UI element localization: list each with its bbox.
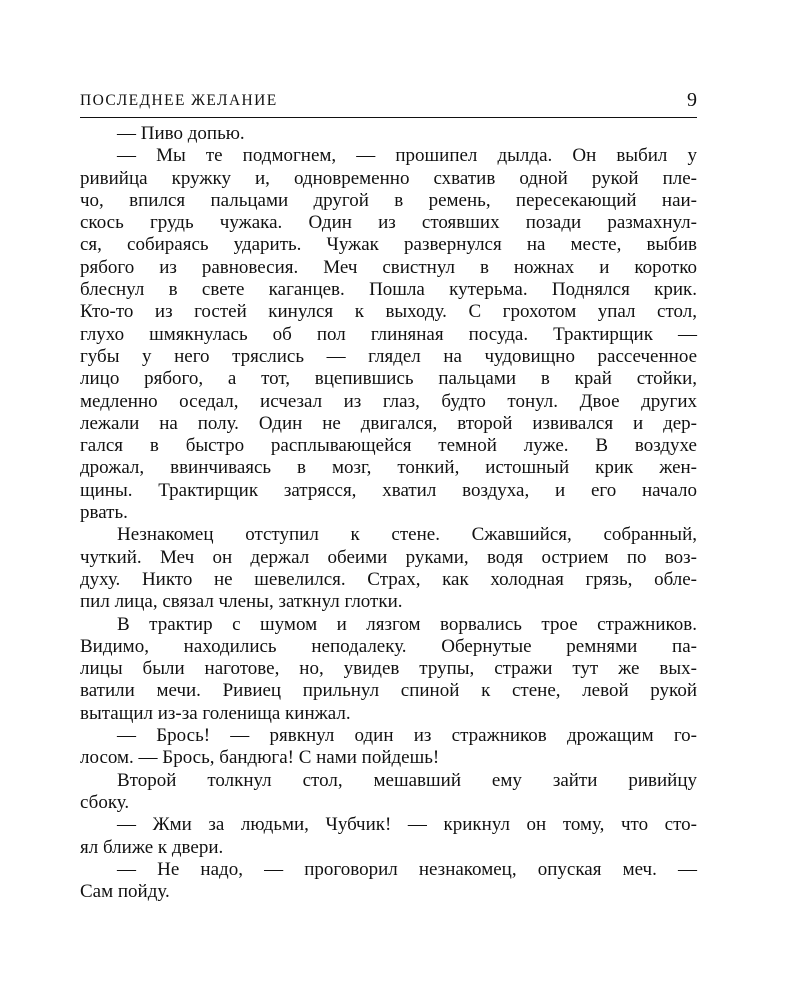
text-line: рвать. bbox=[80, 502, 128, 524]
text-line: рябого из равновесия. Меч свистнул в ножнах и коротко bbox=[80, 256, 697, 278]
text-line: Сам пойду. bbox=[80, 881, 170, 903]
page-number: 9 bbox=[687, 89, 697, 111]
text-line: лицы были наготове, но, увидев трупы, стражи тут же вых- bbox=[80, 658, 697, 680]
text-line: блеснул в свете каганцев. Пошла кутерьма. Поднялся крик. bbox=[80, 279, 697, 301]
body-text bbox=[80, 123, 697, 903]
text-line: ривийца кружку и, одновременно схватив одной рукой пле- bbox=[80, 167, 697, 189]
text-line: вытащил из-за голенища кинжал. bbox=[80, 702, 351, 724]
text-line: скось грудь чужака. Один из стоявших позади размахнул- bbox=[80, 212, 697, 234]
text-line: щины. Трактирщик затрясся, хватил воздуха, и его начало bbox=[80, 479, 697, 501]
text-line: Незнакомец отступил к стене. Сжавшийся, собранный, bbox=[117, 524, 697, 546]
text-line: ял ближе к двери. bbox=[80, 836, 224, 858]
text-line: — Мы те подмогнем, — прошипел дылда. Он выбил у bbox=[117, 145, 697, 167]
page-header bbox=[80, 90, 697, 118]
text-line: губы у него тряслись — глядел на чудовищно рассеченное bbox=[80, 345, 697, 367]
text-line: — Пиво допью. bbox=[117, 123, 245, 144]
text-line: дрожал, ввинчиваясь в мозг, тонкий, истошный крик жен- bbox=[80, 457, 697, 479]
text-line: ся, собираясь ударить. Чужак развернулся на месте, выбив bbox=[80, 234, 697, 256]
text-line: Видимо, находились неподалеку. Обернутые ремнями па- bbox=[80, 635, 697, 657]
text-line: чуткий. Меч он держал обеими руками, водя острием по воз- bbox=[80, 546, 697, 568]
text-line: — Жми за людьми, Чубчик! — крикнул он тому, что сто- bbox=[117, 814, 697, 836]
text-line: сбоку. bbox=[80, 791, 130, 813]
text-line: глухо шмякнулась об пол глиняная посуда. Трактирщик — bbox=[80, 323, 697, 345]
text-line: — Брось! — рявкнул один из стражников дрожащим го- bbox=[117, 725, 697, 747]
text-line: лежали на полу. Один не двигался, второй извивался и дер- bbox=[80, 412, 697, 434]
text-line: гался в быстро расплывающейся темной луже. В воздухе bbox=[80, 435, 697, 457]
text-line: В трактир с шумом и лязгом ворвались трое стражников. bbox=[117, 613, 697, 635]
text-line: Кто-то из гостей кинулся к выходу. С грохотом упал стол, bbox=[80, 301, 697, 323]
text-line: духу. Никто не шевелился. Страх, как холодная грязь, обле- bbox=[80, 568, 697, 590]
text-line: лосом. — Брось, бандюга! С нами пойдешь! bbox=[80, 747, 440, 769]
header-rule bbox=[80, 117, 697, 118]
text-line: чо, впился пальцами другой в ремень, пересекающий наи- bbox=[80, 189, 697, 211]
running-head: ПОСЛЕДНЕЕ ЖЕЛАНИЕ bbox=[80, 92, 278, 109]
text-line: медленно оседал, исчезал из глаз, будто тонул. Двое других bbox=[80, 390, 697, 412]
text-line: Второй толкнул стол, мешавший ему зайти ривийцу bbox=[117, 769, 697, 791]
text-line: пил лица, связал члены, заткнул глотки. bbox=[80, 591, 403, 613]
text-line: ватили мечи. Ривиец прильнул спиной к стене, левой рукой bbox=[80, 680, 697, 702]
text-line: лицо рябого, а тот, вцепившись пальцами в край стойки, bbox=[80, 368, 697, 390]
text-line: — Не надо, — проговорил незнакомец, опуская меч. — bbox=[117, 858, 697, 880]
